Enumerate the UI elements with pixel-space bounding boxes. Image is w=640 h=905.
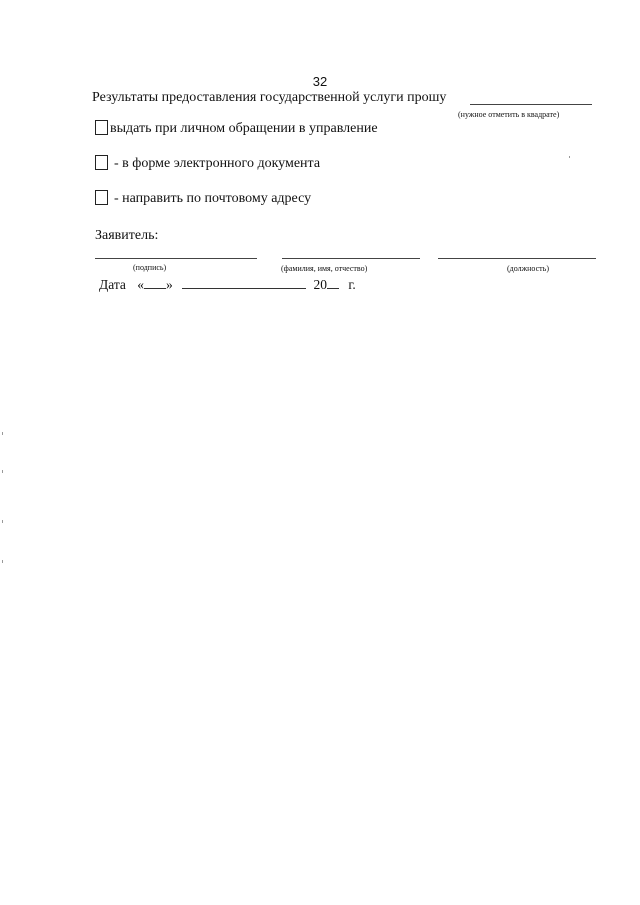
page-number: 32: [312, 74, 328, 89]
request-fill-line[interactable]: [470, 104, 592, 105]
full-name-line[interactable]: [282, 258, 420, 259]
scan-mark: [2, 470, 3, 473]
full-name-caption: (фамилия, имя, отчество): [281, 264, 368, 273]
scan-mark: [569, 156, 570, 158]
date-year-prefix: 20: [313, 277, 328, 292]
scan-mark: [2, 432, 3, 435]
option-checkbox-postal[interactable]: [95, 190, 108, 205]
scan-mark: [2, 560, 3, 563]
signature-line[interactable]: [95, 258, 257, 259]
date-close-quote: »: [166, 277, 173, 292]
option-label-electronic: - в форме электронного документа: [114, 156, 321, 171]
scan-mark: [2, 520, 3, 523]
date-year-suffix: г.: [348, 277, 356, 292]
signature-caption: (подпись): [133, 263, 167, 272]
option-checkbox-in-person[interactable]: [95, 120, 108, 135]
date-label: Дата: [99, 277, 126, 292]
position-caption: (должность): [507, 264, 549, 273]
request-hint: (нужное отметить в квадрате): [458, 110, 560, 119]
request-heading: [92, 90, 446, 106]
date-month-field[interactable]: [182, 277, 306, 289]
date-year-field[interactable]: [327, 277, 339, 289]
request-heading-text: Результаты предоставления государственной услуги прошу: [92, 90, 447, 105]
date-day-field[interactable]: [144, 277, 166, 289]
option-label-postal: - направить по почтовому адресу: [114, 191, 312, 206]
date-open-quote: «: [137, 277, 145, 292]
applicant-label: Заявитель:: [95, 228, 159, 243]
option-label-in-person: выдать при личном обращении в управление: [110, 121, 378, 136]
option-checkbox-electronic[interactable]: [95, 155, 108, 170]
date-row: [99, 277, 356, 293]
position-line[interactable]: [438, 258, 596, 259]
